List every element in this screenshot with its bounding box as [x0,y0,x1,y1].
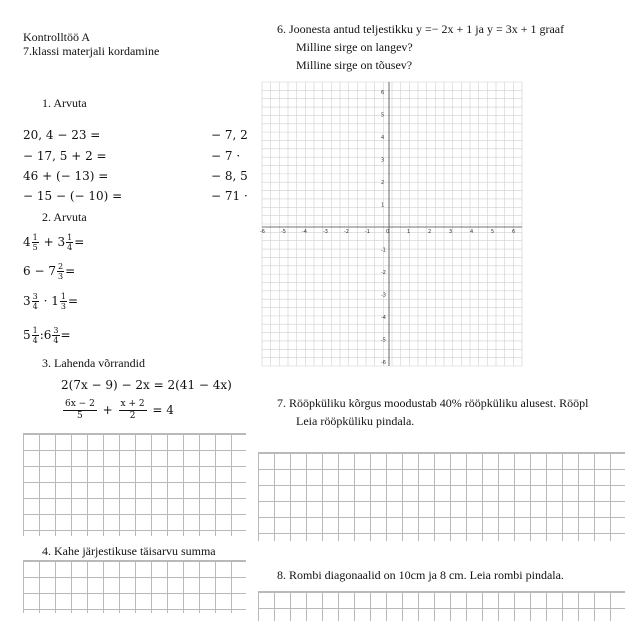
task6-question: Milline sirge on langev? [296,40,413,54]
y-tick-label: -6 [381,360,386,366]
task7-text: 7. Rööpküliku kõrgus moodustab 40% rööpküliku alusest. Rööpl [277,396,589,410]
x-tick-label: -4 [302,229,307,235]
task1-expr-right: − 71 · [211,189,248,203]
x-tick-label: 2 [428,229,432,235]
task8-text: 8. Rombi diagonaalid on 10cm ja 8 cm. Leia rombi pindala. [277,568,564,582]
x-tick-label: -3 [323,229,328,235]
answer-grid[interactable] [23,433,246,536]
y-tick-label: -4 [381,315,386,321]
page-subtitle: 7.klassi materjali kordamine [23,44,160,58]
y-tick-label: 5 [381,112,385,119]
x-tick-label: 3 [449,229,453,235]
y-tick-label: 6 [381,90,385,96]
answer-grid[interactable] [258,452,625,541]
task7-text: Leia rööpküliku pindala. [296,414,415,428]
task3-equation: 2(7x − 9) − 2x = 2(41 − 4x) [61,378,232,392]
task3-heading: 3. Lahenda võrrandid [42,356,145,370]
task6-heading: 6. Joonesta antud teljestikku y =− 2x + 1 ja y = 3x + 1 graaf [277,22,565,36]
x-tick-label: -6 [260,229,265,235]
x-tick-label: 4 [470,229,474,235]
y-tick-label: 1 [381,202,385,209]
x-tick-label: -2 [344,229,349,235]
task2-expr: 5 $\frac{1}{4}$ :6 $\frac{3}{4}$ = [23,326,71,345]
y-tick-label: -1 [381,247,386,254]
x-tick-label: -5 [281,229,286,235]
task2-expr: 3 $\frac{3}{4}$ · 1 $\frac{1}{3}$ = [23,292,79,311]
page-title: Kontrolltöö A [23,30,91,44]
task4-heading: 4. Kahe järjestikuse täisarvu summa [42,544,216,558]
answer-grid[interactable] [258,591,625,621]
answer-grid[interactable] [23,560,246,613]
y-tick-label: -5 [381,337,386,344]
task3-equation: $\frac{6x - 2}{5}$ + $\frac{x + 2}{2}$ = 4 [65,399,174,421]
task1-expr: − 15 − (− 10) = [23,189,123,203]
task1-expr-right: − 7, 2 [211,128,248,142]
y-tick-label: 3 [381,157,385,164]
task1-expr-right: − 7 · [211,149,241,163]
x-tick-label: -1 [365,229,370,235]
x-tick-label: 0 [386,229,390,235]
x-tick-label: 6 [512,229,516,235]
task1-expr-right: − 8, 5 [211,169,248,183]
y-tick-label: 4 [381,135,385,141]
y-tick-label: 2 [381,180,385,186]
task1-expr: − 17, 5 + 2 = [23,149,107,163]
task2-expr: 4 $\frac{1}{5}$ + 3 $\frac{1}{4}$ = [23,233,85,252]
y-tick-label: -2 [381,270,386,276]
task1-heading: 1. Arvuta [42,96,87,110]
task6-question: Milline sirge on tõusev? [296,58,413,72]
x-tick-label: 5 [491,229,495,235]
task1-expr: 46 + (− 13) = [23,169,109,183]
x-tick-label: 1 [407,229,411,235]
task2-expr: 6 − 7 $\frac{2}{3}$ = [23,262,76,281]
y-tick-label: -3 [381,292,386,299]
coordinate-grid[interactable] [262,82,522,366]
task2-heading: 2. Arvuta [42,210,87,224]
task1-expr: 20, 4 − 23 = [23,128,101,142]
